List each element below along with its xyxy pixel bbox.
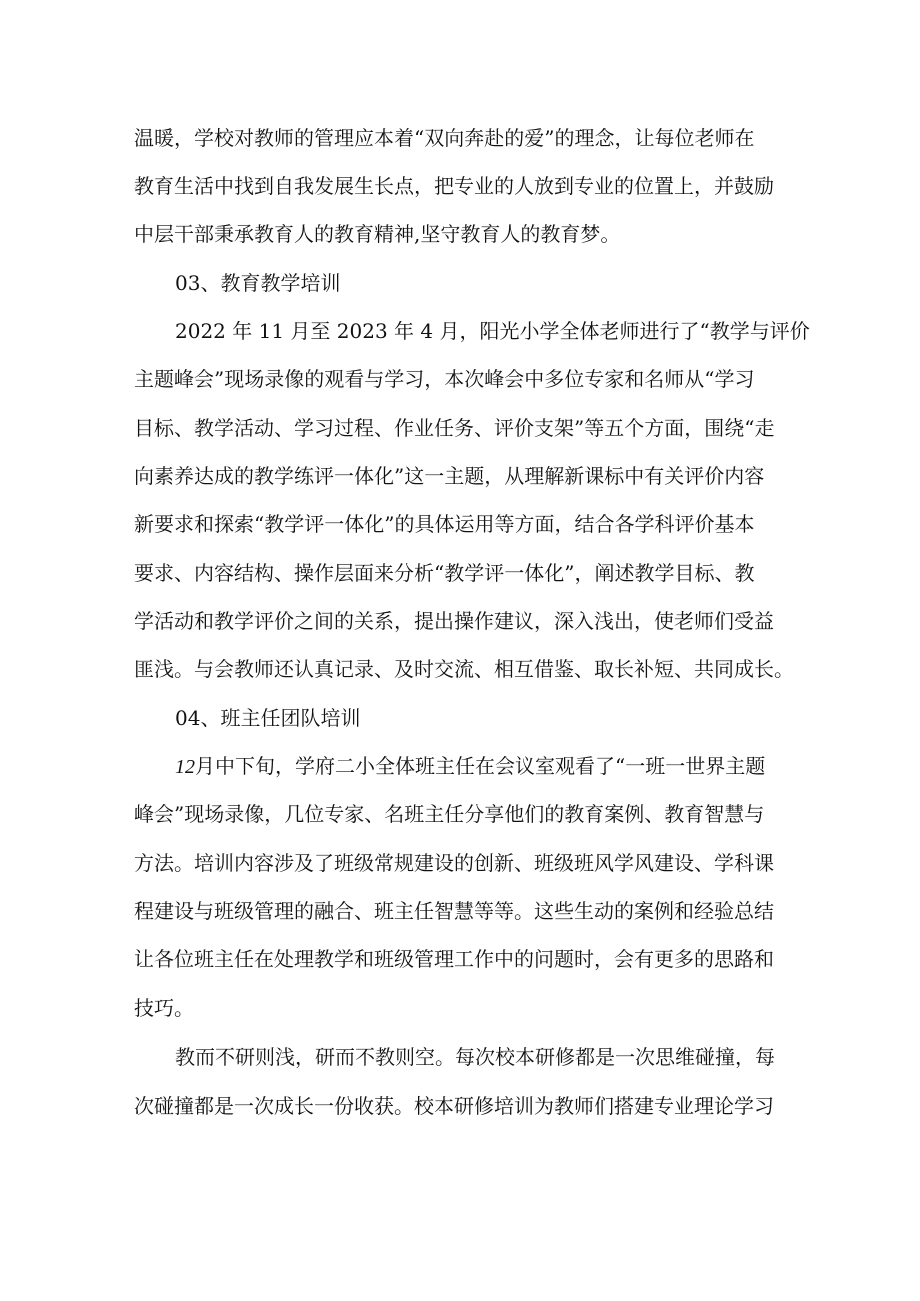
body-line-15: 峰会”现场录像，几位专家、名班主任分享他们的教育案例、教育智慧与 xyxy=(134,802,765,826)
body-line-17: 程建设与班级管理的融合、班主任智慧等等。这些生动的案例和经验总结 xyxy=(134,899,774,923)
body-line-3: 中层干部秉承教育人的教育精神,坚守教育人的教育梦。 xyxy=(134,222,621,246)
body-line-14 xyxy=(175,752,765,781)
body-line-16: 方法。培训内容涉及了班级常规建设的创新、班级班风学风建设、学科课 xyxy=(134,851,774,875)
body-line-18: 让各位班主任在处理教学和班级管理工作中的问题时，会有更多的思路和 xyxy=(134,947,774,971)
body-line-21: 次碰撞都是一次成长一份收获。校本研修培训为教师们搭建专业理论学习 xyxy=(134,1094,774,1118)
body-line-9: 新要求和探索“教学评一体化”的具体运用等方面，结合各学科评价基本 xyxy=(134,512,755,536)
body-line-10: 要求、内容结构、操作层面来分析“教学评一体化”，阐述教学目标、教 xyxy=(134,561,755,585)
month-number: 12 xyxy=(175,756,195,778)
body-line-12: 匪浅。与会教师还认真记录、及时交流、相互借鉴、取长补短、共同成长。 xyxy=(134,657,794,681)
body-line-19: 技巧。 xyxy=(134,996,194,1020)
body-line-1: 温暖，学校对教师的管理应本着“双向奔赴的爱”的理念，让每位老师在 xyxy=(134,126,755,150)
body-line-5: 2022 年 11 月至 2023 年 4 月，阳光小学全体老师进行了“教学与评价 xyxy=(175,319,810,343)
body-line-14-text: 月中下旬，学府二小全体班主任在会议室观看了“一班一世界主题 xyxy=(195,754,766,778)
section-heading-04: 04、班主任团队培训 xyxy=(175,706,361,730)
body-line-8: 向素养达成的教学练评一体化”这一主题，从理解新课标中有关评价内容 xyxy=(134,464,765,488)
body-line-6: 主题峰会”现场录像的观看与学习，本次峰会中多位专家和名师从“学习 xyxy=(134,367,755,391)
body-line-7: 目标、教学活动、学习过程、作业任务、评价支架”等五个方面，围绕“走 xyxy=(134,416,775,440)
body-line-2: 教育生活中找到自我发展生长点，把专业的人放到专业的位置上，并鼓励 xyxy=(134,174,774,198)
body-line-20: 教而不研则浅，研而不教则空。每次校本研修都是一次思维碰撞，每 xyxy=(175,1045,775,1069)
section-heading-03: 03、教育教学培训 xyxy=(175,271,341,295)
body-line-11: 学活动和教学评价之间的关系，提出操作建议，深入浅出，使老师们受益 xyxy=(134,609,774,633)
